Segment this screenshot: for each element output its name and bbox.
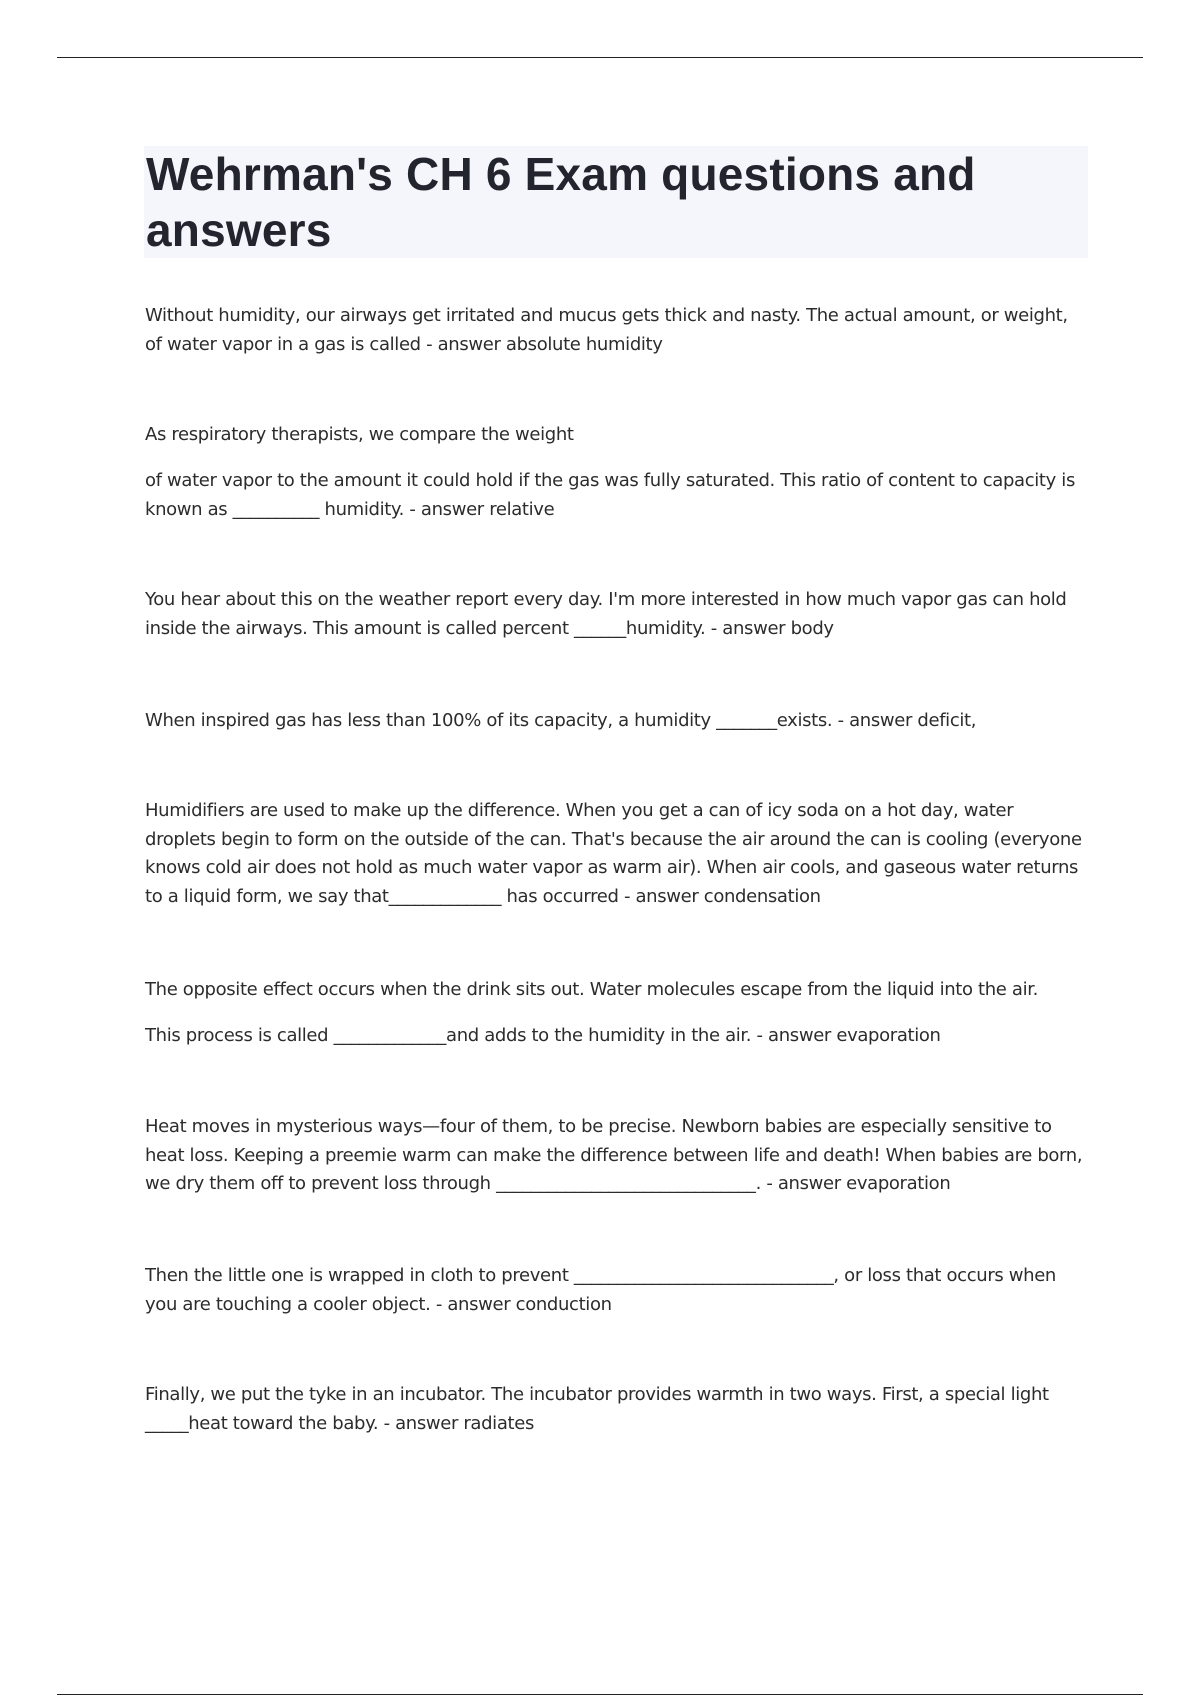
paragraph-text: The opposite effect occurs when the drink sits out. Water molecules escape from the liquid into the air. [145,979,1039,1000]
paragraph [145,1022,1088,1051]
paragraph [145,976,1088,1005]
paragraph-text: Then the little one is wrapped in cloth to prevent ______________________________, or loss that occurs when you are touching a cooler object. - answer conduction [145,1265,1056,1315]
paragraph-text: Humidifiers are used to make up the difference. When you get a can of icy soda on a hot day, water droplets begin to form on the outside of the can. That's because the air around the can is cooling (everyone knows cold air does not hold as much water vapor as warm air). When air cools, and gaseous water returns to a liquid form, we say that_____________ has occurred - answer condensation [145,800,1082,907]
paragraph [145,467,1088,524]
bottom-divider [57,1694,1143,1695]
top-divider [57,57,1143,58]
paragraph [145,797,1088,911]
paragraph-text: This process is called _____________and adds to the humidity in the air. - answer evaporation [145,1025,941,1046]
document-title: Wehrman's CH 6 Exam questions and answers [146,148,976,256]
paragraph [145,1381,1088,1438]
paragraph [145,302,1088,359]
paragraph [145,586,1088,643]
paragraph-text: Heat moves in mysterious ways—four of them, to be precise. Newborn babies are especially sensitive to heat loss. Keeping a preemie warm can make the difference between life and death! When babies are born, we dry them off to prevent loss through ______________________________. - answer evaporation [145,1116,1083,1194]
paragraph-text: Without humidity, our airways get irritated and mucus gets thick and nasty. The actual amount, or weight, of water vapor in a gas is called - answer absolute humidity [145,305,1068,355]
paragraph-text: When inspired gas has less than 100% of its capacity, a humidity _______exists. - answer deficit, [145,710,977,731]
title-block [144,146,1088,258]
paragraph [145,1262,1088,1319]
paragraph [145,421,1088,450]
paragraph-text: of water vapor to the amount it could hold if the gas was fully saturated. This ratio of content to capacity is known as __________ humidity. - answer relative [145,470,1075,520]
paragraph-text: You hear about this on the weather report every day. I'm more interested in how much vapor gas can hold inside the airways. This amount is called percent ______humidity. - answer body [145,589,1067,639]
paragraph-text: As respiratory therapists, we compare the weight [145,424,574,445]
paragraph-text: Finally, we put the tyke in an incubator. The incubator provides warmth in two ways. First, a special light _____heat toward the baby. - answer radiates [145,1384,1049,1434]
paragraph [145,1113,1088,1199]
paragraph [145,707,1088,736]
